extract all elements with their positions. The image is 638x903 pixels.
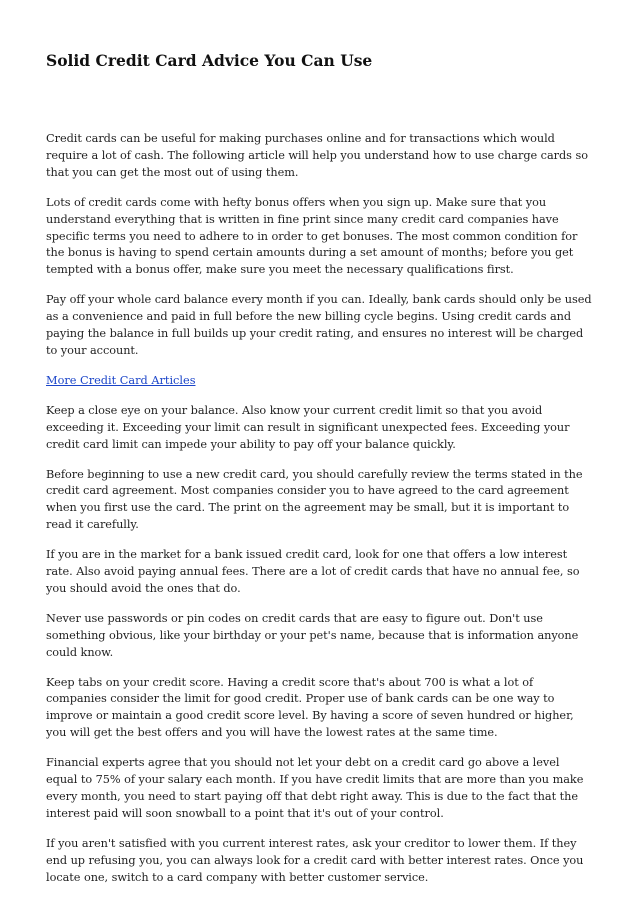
paragraph-card-agreement: Before beginning to use a new credit card, you should carefully review the terms stated in the credit card agreement. Most companies consider you to have agreed to the card agreement when you first use the card. The print on the agreement may be small, but it is important to read it carefully. xyxy=(46,467,583,532)
link-paragraph xyxy=(46,373,594,390)
paragraph-passwords: Never use passwords or pin codes on credit cards that are easy to figure out. Don't use something obvious, like your birthday or your pet's name, because that is information anyone could know. xyxy=(46,611,579,659)
page-title: Solid Credit Card Advice You Can Use xyxy=(46,51,373,70)
paragraph-low-interest: If you are in the market for a bank issued credit card, look for one that offers a low interest rate. Also avoid paying annual fees. There are a lot of credit cards that have no annual fee, so you should avoid the ones that do. xyxy=(46,548,580,595)
paragraph-intro: Credit cards can be useful for making purchases online and for transactions which would require a lot of cash. The following article will help you understand how to use charge cards so that you can get the most out of using them. xyxy=(46,132,588,179)
paragraph-balance-watch: Keep a close eye on your balance. Also know your current credit limit so that you avoid exceeding it. Exceeding your limit can result in significant unexpected fees. Exceeding your credit card limit can impede your ability to pay off your balance quickly. xyxy=(46,403,570,451)
paragraph-debt-limit: Financial experts agree that you should not let your debt on a credit card go above a level equal to 75% of your salary each month. If you have credit limits that are more than you make every month, you need to start paying off that debt right away. This is due to the fact that the interest paid will soon snowball to a point that it's out of your control. xyxy=(46,756,584,820)
article-body xyxy=(46,131,594,900)
paragraph-pay-off-balance: Pay off your whole card balance every month if you can. Ideally, bank cards should only be used as a convenience and paid in full before the new billing cycle begins. Using credit cards and paying the balance in full builds up your credit rating, and ensures no interest will be charged to your account. xyxy=(46,293,592,357)
more-articles-link[interactable]: More Credit Card Articles xyxy=(46,373,196,387)
paragraph-interest-rates: If you aren't satisfied with you current interest rates, ask your creditor to lower them. If they end up refusing you, you can always look for a credit card with better interest rates. Once you locate one, switch to a card company with better customer service. xyxy=(46,836,584,884)
paragraph-credit-score: Keep tabs on your credit score. Having a credit score that's about 700 is what a lot of companies consider the limit for good credit. Proper use of bank cards can be one way to improve or maintain a good credit score level. By having a score of seven hundred or higher, you will get the best offers and you will have the lowest rates at the same time. xyxy=(46,675,574,740)
paragraph-bonus-offers: Lots of credit cards come with hefty bonus offers when you sign up. Make sure that you understand everything that is written in fine print since many credit card companies have specific terms you need to adhere to in order to get bonuses. The most common condition for the bonus is having to spend certain amounts during a set amount of months; before you get tempted with a bonus offer, make sure you meet the necessary qualifications first. xyxy=(46,195,578,277)
